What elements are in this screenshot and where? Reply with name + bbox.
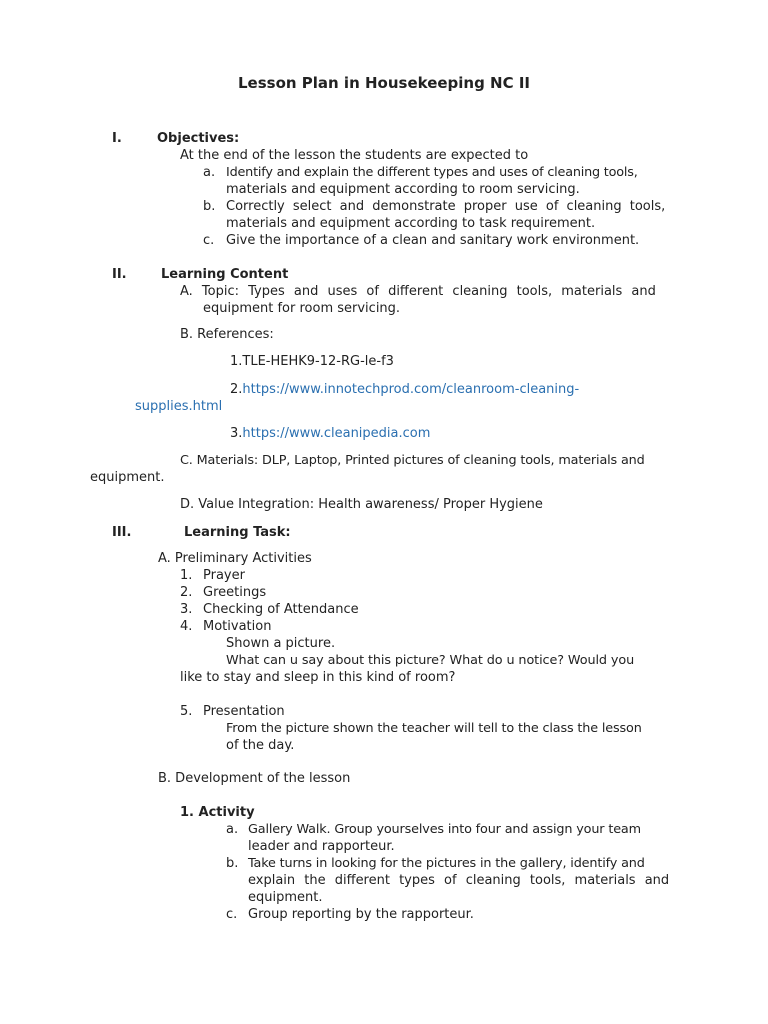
activity-b-line1: Take turns in looking for the pictures in the gallery, identify and bbox=[248, 856, 645, 871]
activity-a-line2: leader and rapporteur. bbox=[248, 839, 395, 854]
activity-c-marker: c. bbox=[226, 907, 238, 922]
reference-3-number: 3. bbox=[230, 426, 243, 441]
section-numeral-learning-content: II. bbox=[112, 267, 127, 282]
reference-2 bbox=[230, 381, 579, 398]
development-label: B. Development of the lesson bbox=[158, 771, 351, 786]
references-label: B. References: bbox=[180, 327, 274, 342]
reference-3-link[interactable]: https://www.cleanipedia.com bbox=[242, 426, 431, 441]
objective-b-marker: b. bbox=[203, 199, 216, 214]
preliminary-item-3: Checking of Attendance bbox=[203, 602, 359, 617]
value-integration: D. Value Integration: Health awareness/ Proper Hygiene bbox=[180, 497, 543, 512]
reference-2-link[interactable]: https://www.innotechprod.com/cleanroom-cleaning- bbox=[242, 382, 580, 397]
reference-1: 1.TLE-HEHK9-12-RG-le-f3 bbox=[230, 354, 394, 369]
preliminary-activities-label: A. Preliminary Activities bbox=[158, 551, 312, 566]
objective-b-line2: materials and equipment according to task requirement. bbox=[226, 216, 596, 231]
section-heading-objectives: Objectives: bbox=[157, 131, 240, 146]
topic-line1: A. Topic: Types and uses of different cleaning tools, materials and bbox=[180, 284, 656, 299]
section-numeral-learning-task: III. bbox=[112, 525, 132, 540]
motivation-line2: What can u say about this picture? What do u notice? Would you bbox=[226, 653, 635, 668]
preliminary-item-4-marker: 4. bbox=[180, 619, 193, 634]
motivation-line1: Shown a picture. bbox=[226, 636, 336, 651]
objective-c-marker: c. bbox=[203, 233, 215, 248]
topic-line2: equipment for room servicing. bbox=[203, 301, 401, 316]
objective-a-marker: a. bbox=[203, 165, 216, 180]
section-heading-learning-content: Learning Content bbox=[161, 267, 289, 282]
presentation-label: Presentation bbox=[203, 704, 285, 719]
section-numeral-objectives: I. bbox=[112, 131, 122, 146]
presentation-line1: From the picture shown the teacher will tell to the class the lesson bbox=[226, 721, 642, 736]
motivation-line3: like to stay and sleep in this kind of room? bbox=[180, 670, 456, 685]
preliminary-item-4: Motivation bbox=[203, 619, 272, 634]
activity-a-marker: a. bbox=[226, 822, 239, 837]
section-heading-learning-task: Learning Task: bbox=[184, 525, 291, 540]
objective-a-line1: Identify and explain the different types and uses of cleaning tools, bbox=[226, 165, 638, 180]
activity-b-line3: equipment. bbox=[248, 890, 323, 905]
preliminary-item-1: Prayer bbox=[203, 568, 245, 583]
objective-a-line2: materials and equipment according to room servicing. bbox=[226, 182, 580, 197]
page-title: Lesson Plan in Housekeeping NC II bbox=[237, 74, 531, 92]
presentation-marker: 5. bbox=[180, 704, 193, 719]
materials-line2: equipment. bbox=[90, 470, 165, 485]
objective-c-line1: Give the importance of a clean and sanitary work environment. bbox=[226, 233, 640, 248]
activity-heading: 1. Activity bbox=[180, 805, 255, 820]
reference-2-number: 2. bbox=[230, 382, 243, 397]
preliminary-item-1-marker: 1. bbox=[180, 568, 193, 583]
objective-b-line1: Correctly select and demonstrate proper use of cleaning tools, bbox=[226, 199, 666, 214]
objectives-intro: At the end of the lesson the students are expected to bbox=[180, 148, 529, 163]
activity-c-line1: Group reporting by the rapporteur. bbox=[248, 907, 474, 922]
preliminary-item-2-marker: 2. bbox=[180, 585, 193, 600]
activity-b-line2: explain the different types of cleaning tools, materials and bbox=[248, 873, 670, 888]
materials-line1: C. Materials: DLP, Laptop, Printed pictures of cleaning tools, materials and bbox=[180, 453, 645, 468]
preliminary-item-3-marker: 3. bbox=[180, 602, 193, 617]
preliminary-item-2: Greetings bbox=[203, 585, 267, 600]
presentation-line2: of the day. bbox=[226, 738, 295, 753]
activity-b-marker: b. bbox=[226, 856, 239, 871]
reference-3 bbox=[230, 425, 430, 442]
activity-a-line1: Gallery Walk. Group yourselves into four and assign your team bbox=[248, 822, 641, 837]
reference-2-link-continued[interactable]: supplies.html bbox=[135, 399, 223, 414]
